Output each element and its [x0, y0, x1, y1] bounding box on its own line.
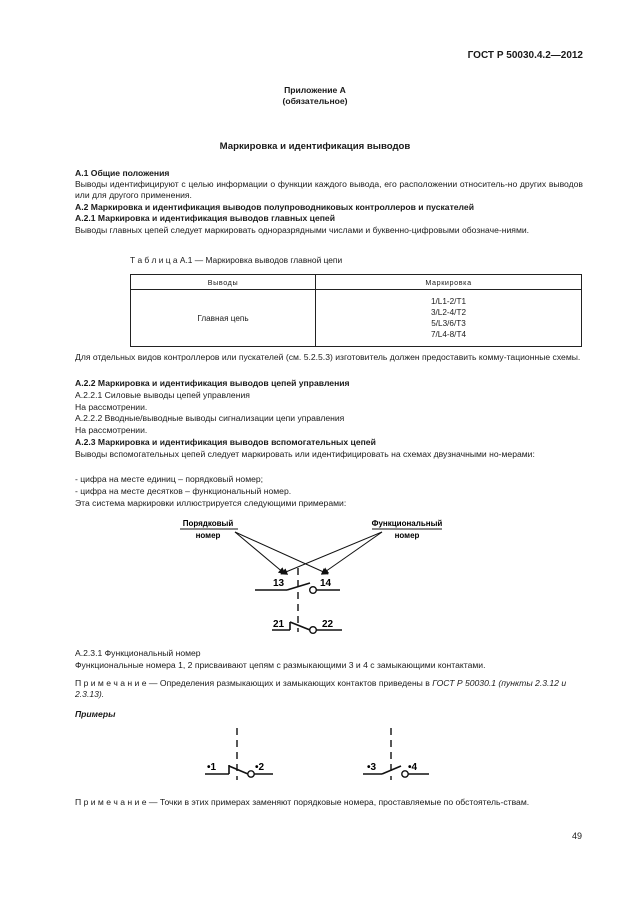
- heading-a2: А.2 Маркировка и идентификация выводов полупроводниковых контроллеров и пускателей: [75, 202, 474, 212]
- terminal-13: 13: [273, 578, 285, 589]
- example-terminal-3: •3: [367, 762, 377, 773]
- paragraph-a222: На рассмотрении.: [75, 425, 148, 435]
- heading-a231: А.2.3.1 Функциональный номер: [75, 648, 201, 658]
- heading-a221: А.2.2.1 Силовые выводы цепей управления: [75, 390, 250, 400]
- marking-value: 1/L1-2/T1: [430, 297, 467, 306]
- contact-node: [310, 627, 317, 634]
- heading-a22: А.2.2 Маркировка и идентификация выводов цепей управления: [75, 378, 350, 388]
- marking-value: 5/L3/6/T3: [431, 319, 466, 328]
- paragraph-after-table: Для отдельных видов контроллеров или пускателей (см. 5.2.5.3) изготовитель должен предоставить комму-тационные схемы.: [75, 352, 581, 362]
- contact-blade: [229, 766, 248, 774]
- table-header-marking: Маркировка: [316, 275, 582, 290]
- appendix-title: Приложение А: [284, 85, 346, 95]
- arrow: [235, 532, 328, 574]
- note-label: П р и м е ч а н и е —: [75, 797, 158, 807]
- paragraph-system: Эта система маркировки иллюстрируется следующими примерами:: [75, 498, 347, 508]
- examples-diagram: [195, 725, 435, 785]
- main-title: Маркировка и идентификация выводов: [219, 141, 411, 152]
- markings-table: [130, 274, 582, 347]
- heading-a21: А.2.1 Маркировка и идентификация выводов главных цепей: [75, 213, 335, 223]
- paragraph-a21: Выводы главных цепей следует маркировать одноразрядными числами и буквенно-цифровыми обозначе-ниями.: [75, 225, 530, 235]
- paragraph-a221: На рассмотрении.: [75, 402, 148, 412]
- terminal-22: 22: [322, 619, 334, 630]
- label-function-number-sub: номер: [394, 531, 420, 540]
- arrow: [235, 532, 285, 574]
- table-caption: Т а б л и ц а А.1 — Маркировка выводов главной цепи: [130, 255, 343, 265]
- contact-blade: [290, 622, 310, 630]
- terminal-marking-diagram: [150, 510, 480, 640]
- table-cell-markings: [316, 290, 582, 347]
- label-sequence-number-sub: номер: [195, 531, 221, 540]
- paragraph-a23: Выводы вспомогательных цепей следует маркировать или идентифицировать на схемах двузначными но-мерами:: [75, 449, 535, 459]
- paragraph-a231: Функциональные номера 1, 2 присваивают цепям с размыкающими 3 и 4 с замыкающими контактами.: [75, 660, 486, 670]
- terminal-21: 21: [273, 619, 285, 630]
- marking-value: 7/L4-8/T4: [430, 330, 467, 339]
- marking-value: 3/L2-4/T2: [430, 308, 467, 317]
- table-cell-main-circuit: Главная цепь: [131, 290, 316, 347]
- note-text: Определения размыкающих и замыкающих контактов приведены в: [157, 678, 433, 688]
- table-row: [131, 290, 582, 347]
- contact-node: [310, 587, 317, 594]
- note-reference: ГОСТ Р 50030.1 (пункты 2.3.12 и 2.3.13).: [75, 678, 567, 699]
- example-terminal-4: •4: [408, 762, 418, 773]
- paragraph-a1: Выводы идентифицируют с целью информации о функции каждого вывода, его расположении относитель-но других выводов или для другого применения.: [75, 179, 583, 200]
- note-label: П р и м е ч а н и е —: [75, 678, 158, 688]
- contact-node: [248, 771, 254, 777]
- label-function-number: Функциональный: [371, 519, 443, 528]
- note-2: [75, 797, 583, 808]
- list-item: - цифра на месте единиц – порядковый номер;: [75, 474, 264, 484]
- page-number: 49: [571, 831, 582, 841]
- heading-a23: А.2.3 Маркировка и идентификация выводов вспомогательных цепей: [75, 437, 376, 447]
- label-sequence-number: Порядковый: [182, 519, 234, 528]
- table-header-terminals: Выводы: [131, 275, 316, 290]
- document-code: ГОСТ Р 50030.4.2—2012: [467, 50, 583, 61]
- appendix-subtitle: (обязательное): [282, 96, 348, 106]
- note-1: [75, 678, 583, 700]
- example-terminal-1: •1: [207, 762, 217, 773]
- list-item: - цифра на месте десятков – функциональный номер.: [75, 486, 292, 496]
- example-terminal-2: •2: [255, 762, 265, 773]
- heading-a1: А.1 Общие положения: [75, 168, 170, 178]
- heading-a222: А.2.2.2 Вводные/выводные выводы сигнализации цепи управления: [75, 413, 345, 423]
- examples-heading: Примеры: [75, 709, 116, 719]
- terminal-14: 14: [320, 578, 332, 589]
- note-text: Точки в этих примерах заменяют порядковые номера, проставляемые по обстоятель-ствам.: [157, 797, 530, 807]
